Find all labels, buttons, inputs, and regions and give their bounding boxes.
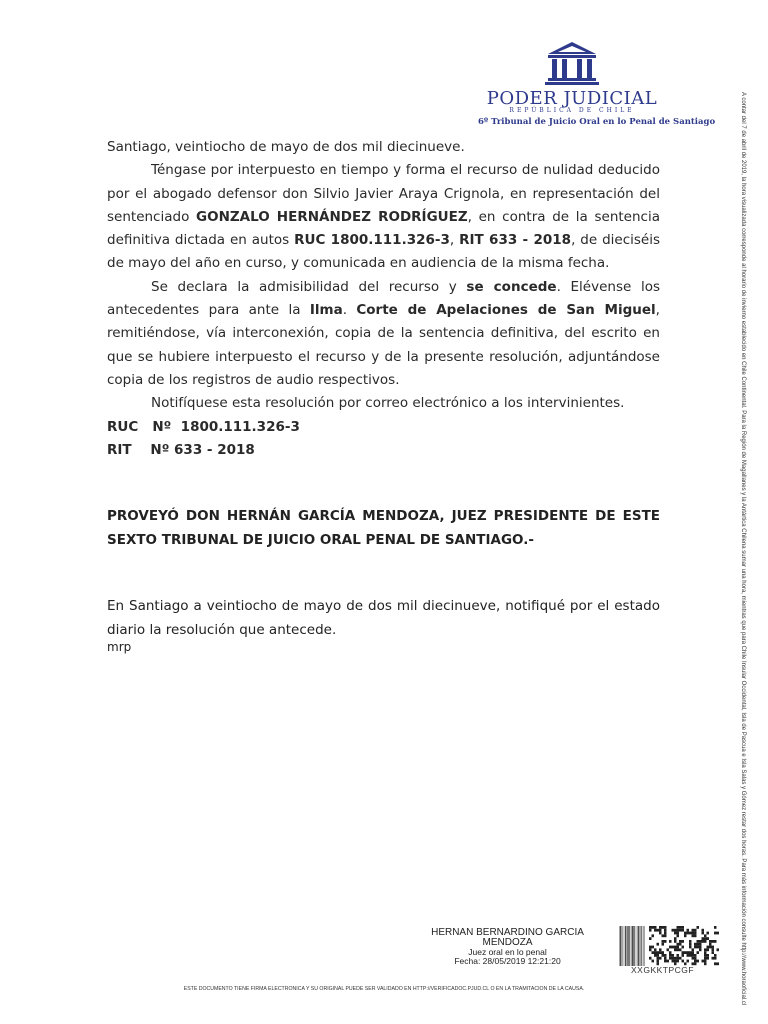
resolution-body bbox=[107, 136, 660, 462]
side-note-text: A contar del 7 de abril de 2019, la hora visualizada corresponde al horario de invierno establecido en Chile Continental. Para la Región de Magallanes y la Antártica Chilena sumar una hora, mientras que para Chile Insular Occidental, Isla de Pascua e Isla Salas y Gómez restar dos horas. Para más información consulte http://www.horaoficial.cl bbox=[740, 92, 746, 1006]
tribunal-name: 6º Tribunal de Juicio Oral en lo Penal de Santiago bbox=[478, 117, 716, 127]
defendant-name: GONZALO HERNÁNDEZ RODRÍGUEZ bbox=[196, 208, 468, 225]
footer-validation-note: ESTE DOCUMENTO TIENE FIRMA ELECTRONICA Y SU ORIGINAL PUEDE SER VALIDADO EN HTTP://VERIFICADOC.PJUD.CL O EN LA TRAMITACION DE LA CAUSA. bbox=[183, 986, 585, 992]
proveyo-statement: PROVEYÓ DON HERNÁN GARCÍA MENDOZA, JUEZ PRESIDENTE DE ESTE SEXTO TRIBUNAL DE JUICIO ORAL PENAL DE SANTIAGO.- bbox=[107, 508, 660, 548]
rit-line: RIT Nº 633 - 2018 bbox=[107, 441, 255, 458]
signer-name: HERNAN BERNARDINO GARCIA MENDOZA bbox=[431, 927, 584, 948]
side-timezone-note bbox=[738, 92, 748, 1006]
poder-judicial-title: PODER JUDICIAL bbox=[486, 88, 658, 109]
paragraph-notifiquese: Notifíquese esta resolución por correo electrónico a los intervinientes. bbox=[151, 395, 625, 412]
ruc-line: RUC Nº 1800.111.326-3 bbox=[107, 418, 300, 435]
date-line: Santiago, veintiocho de mayo de dos mil diecinueve. bbox=[107, 139, 465, 155]
verification-barcode-icon bbox=[619, 926, 719, 966]
verification-code: XXGKKTPCGF bbox=[631, 965, 695, 975]
clerk-initials: mrp bbox=[107, 640, 132, 654]
paragraph-recurso: Téngase por interpuesto en tiempo y forma el recurso de nulidad deducido por el abogado defensor don Silvio Javier Araya Crignola, en representación del sentenciado GONZALO HERNÁNDEZ RODRÍGUEZ, en contra de la sentencia definitiva dictada en autos RUC 1800.111.326-3, RIT 633 - 2018, de dieciséis de mayo del año en curso, y comunicada en audiencia de la misma fecha. bbox=[107, 162, 660, 272]
poder-judicial-logo bbox=[478, 40, 716, 127]
electronic-signature bbox=[420, 928, 595, 966]
courthouse-emblem-icon bbox=[544, 40, 600, 86]
republica-subtitle: REPÚBLICA DE CHILE bbox=[509, 107, 635, 114]
court-name: Corte de Apelaciones de San Miguel bbox=[356, 302, 656, 319]
ruc-ref: RUC 1800.111.326-3 bbox=[294, 232, 450, 249]
signature-date: Fecha: 28/05/2019 12:21:20 bbox=[454, 956, 561, 966]
paragraph-admisibilidad: Se declara la admisibilidad del recurso y se concede. Elévense los antecedentes para ante la Ilma. Corte de Apelaciones de San Miguel, remitiéndose, vía interconexión, copia de la sentencia definitiva, del escrito en que se hubiere interpuesto el recurso y de la presente resolución, adjuntándose copia de los registros de audio respectivos. bbox=[107, 278, 660, 388]
rit-ref: RIT 633 - 2018 bbox=[459, 232, 572, 249]
signer-role: Juez oral en lo penal bbox=[468, 947, 547, 957]
notification-statement: En Santiago a veintiocho de mayo de dos mil diecinueve, notifiqué por el estado diario la resolución que antecede. bbox=[107, 598, 660, 638]
